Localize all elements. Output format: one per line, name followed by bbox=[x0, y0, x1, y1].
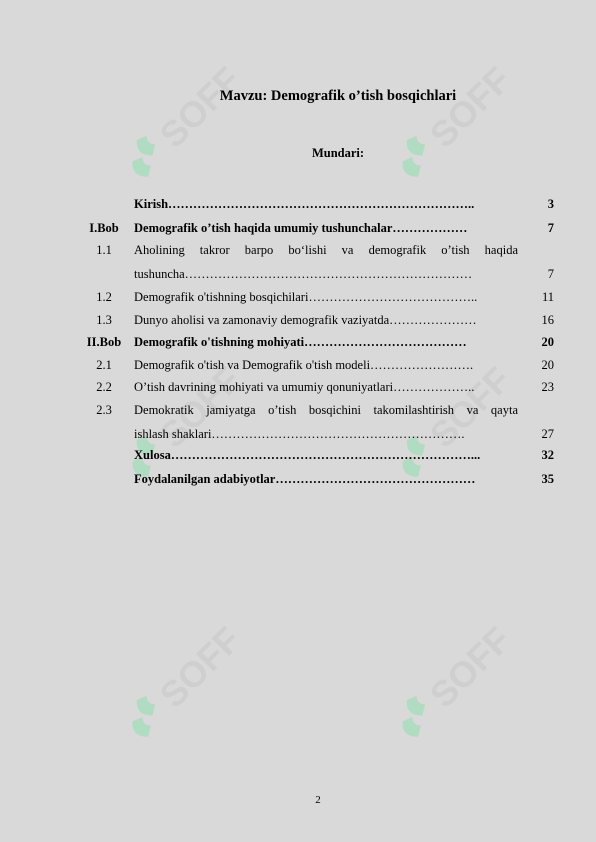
watermark-text: SOFF bbox=[151, 618, 249, 716]
toc-entry-title: Foydalanilgan adabiyotlar………………………………………… bbox=[134, 472, 476, 486]
toc-entry-number: II.Bob bbox=[86, 335, 122, 349]
toc-entry-title: Demografik o'tishning mohiyati………………………………… bbox=[134, 335, 467, 349]
toc-entry-page: 20 bbox=[541, 358, 554, 372]
toc-entry-number: 2.3 bbox=[96, 403, 112, 417]
toc-entry-title: Demografik o’tish haqida umumiy tushunchalar……………… bbox=[134, 221, 468, 235]
toc-entry-title: Dunyo aholisi va zamonaviy demografik vaziyatda………………… bbox=[134, 313, 477, 327]
watermark-logo bbox=[360, 615, 530, 785]
toc-entry-number: 1.2 bbox=[96, 290, 112, 304]
watermark-text: SOFF bbox=[151, 58, 249, 156]
page-number: 2 bbox=[315, 794, 321, 806]
toc-entry-title: Kirish……………………………………………………………….. bbox=[134, 197, 475, 211]
toc-entry-title: Xulosa………………………………………………………………... bbox=[134, 448, 481, 462]
watermark-text: SOFF bbox=[421, 618, 519, 716]
watermark-text: SOFF bbox=[421, 58, 519, 156]
toc-entry-number: I.Bob bbox=[89, 221, 119, 235]
toc-entry-page: 27 bbox=[541, 427, 554, 441]
toc-entry-page: 7 bbox=[547, 221, 554, 235]
toc-heading: Mundari: bbox=[311, 146, 365, 160]
toc-entry-number: 2.2 bbox=[96, 380, 112, 394]
toc-entry-title: Demografik o'tish va Demografik o'tish modeli……………………. bbox=[134, 358, 474, 372]
toc-entry-page: 35 bbox=[541, 472, 554, 486]
toc-entry-page: 23 bbox=[541, 380, 554, 394]
toc-entry-title: Aholining takror barpo bo‘lishi va demografik o’tish haqida bbox=[134, 243, 518, 257]
toc-entry-number: 1.3 bbox=[96, 313, 112, 327]
toc-entry-title: O’tish davrining mohiyati va umumiy qonuniyatlari……………….. bbox=[134, 380, 475, 394]
toc-entry-page: 32 bbox=[541, 448, 554, 462]
toc-entry-title: Demokratik jamiyatga o’tish bosqichini takomilashtirish va qayta bbox=[134, 403, 518, 417]
watermark-text: SOFF bbox=[151, 358, 249, 456]
toc-entry-number: 2.1 bbox=[96, 358, 112, 372]
watermark-logo bbox=[90, 615, 260, 785]
toc-entry-page: 7 bbox=[547, 267, 554, 281]
document-title: Mavzu: Demografik o’tish bosqichlari bbox=[219, 88, 457, 104]
toc-entry-page: 16 bbox=[541, 313, 554, 327]
toc-entry-title-line2: tushuncha…………………………………………………………… bbox=[134, 267, 473, 281]
toc-entry-page: 20 bbox=[541, 335, 554, 349]
toc-entry-number: 1.1 bbox=[96, 243, 112, 257]
watermark-text: SOFF bbox=[421, 358, 519, 456]
toc-entry-page: 3 bbox=[547, 197, 554, 211]
toc-entry-title-line2: ishlash shaklari……………………………………………………. bbox=[134, 427, 465, 441]
toc-entry-title: Demografik o'tishning bosqichilari………………………………….. bbox=[134, 290, 478, 304]
toc-entry-page: 11 bbox=[541, 290, 554, 304]
